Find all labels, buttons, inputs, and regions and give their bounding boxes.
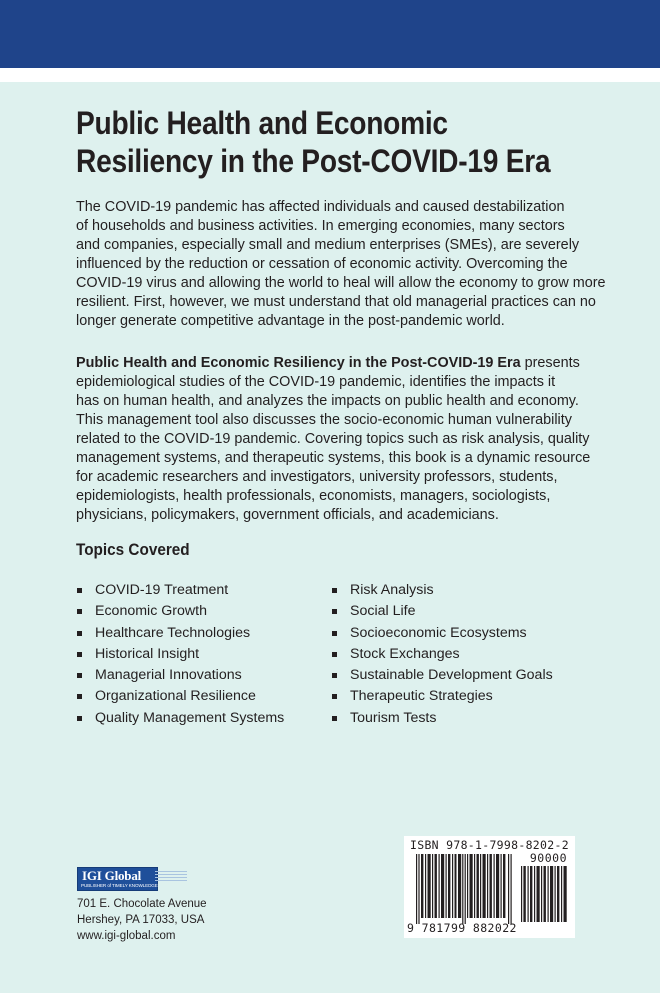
logo-tagline: PUBLISHER of TIMELY KNOWLEDGE: [81, 883, 158, 888]
topics-column-2: [331, 580, 553, 729]
title-line-1: Public Health and Economic: [76, 105, 448, 141]
square-bullet-icon: [332, 694, 337, 699]
topic-label: Sustainable Development Goals: [350, 667, 553, 684]
topics-column-1: [76, 580, 284, 729]
paragraph-line: for academic researchers and investigators, university professors, students,: [76, 469, 558, 485]
square-bullet-icon: [332, 631, 337, 636]
top-color-band: [0, 0, 660, 68]
square-bullet-icon: [332, 609, 337, 614]
logo-wordmark: IGI Global: [82, 868, 142, 883]
topic-item: [76, 644, 284, 665]
topic-label: Therapeutic Strategies: [350, 688, 493, 705]
book-title: [76, 104, 569, 180]
paragraph-line: epidemiologists, health professionals, economists, managers, sociologists,: [76, 488, 551, 504]
paragraph-line: [76, 354, 590, 373]
igi-global-logo: [77, 867, 158, 891]
topic-label: Stock Exchanges: [350, 645, 460, 662]
square-bullet-icon: [332, 716, 337, 721]
paragraph-line: of households and business activities. In emerging economies, many sectors: [76, 218, 565, 234]
isbn-label: ISBN 978-1-7998-8202-2: [410, 838, 569, 852]
paragraph-line: resilient. First, however, we must understand that old managerial practices can no: [76, 294, 596, 310]
paragraph-line: and companies, especially small and medium enterprises (SMEs), are severely: [76, 237, 580, 253]
square-bullet-icon: [332, 652, 337, 657]
topic-item: [331, 686, 553, 707]
title-line-2: Resiliency in the Post-COVID-19 Era: [76, 143, 551, 179]
square-bullet-icon: [77, 694, 82, 699]
description-paragraph-1: [76, 198, 606, 331]
paragraph-line: COVID-19 virus and allowing the world to heal will allow the economy to grow more: [76, 275, 606, 291]
topic-item: [76, 623, 284, 644]
topic-label: Risk Analysis: [350, 582, 434, 598]
book-title-inline: Public Health and Economic Resiliency in the Post-COVID-19 Era: [76, 355, 521, 371]
topics-heading: Topics Covered: [76, 540, 190, 559]
publisher-website: www.igi-global.com: [77, 930, 176, 942]
square-bullet-icon: [77, 609, 82, 614]
topic-label: Healthcare Technologies: [95, 624, 251, 641]
square-bullet-icon: [77, 652, 82, 657]
white-divider-strip: [0, 68, 660, 82]
topic-label: Economic Growth: [95, 603, 207, 620]
topic-label: Socioeconomic Ecosystems: [350, 624, 527, 641]
topic-item: [331, 665, 553, 686]
topic-item: [76, 601, 284, 622]
paragraph-line: longer generate competitive advantage in the post-pandemic world.: [76, 313, 505, 329]
topic-item: [76, 665, 284, 686]
square-bullet-icon: [77, 588, 82, 593]
barcode-addon-icon: [521, 866, 567, 922]
square-bullet-icon: [77, 631, 82, 636]
address-city: Hershey, PA 17033, USA: [77, 914, 205, 926]
paragraph-line: epidemiological studies of the COVID-19 pandemic, identifies the impacts it: [76, 374, 556, 390]
topic-label: Tourism Tests: [350, 709, 437, 726]
paragraph-line: related to the COVID-19 pandemic. Covering topics such as risk analysis, quality: [76, 431, 590, 447]
ean-digits: 9 781799 882022: [407, 921, 517, 935]
topic-label: Social Life: [350, 603, 416, 620]
address-street: 701 E. Chocolate Avenue: [77, 898, 207, 910]
description-paragraph-2: [76, 354, 590, 525]
paragraph-line: This management tool also discusses the socio-economic human vulnerability: [76, 412, 572, 428]
topic-item: [76, 708, 284, 729]
topic-item: [76, 580, 284, 601]
paragraph-line: influenced by the reduction or cessation of economic activity. Overcoming the: [76, 256, 568, 272]
topic-label: Managerial Innovations: [95, 667, 242, 684]
publisher-address: [77, 896, 207, 944]
square-bullet-icon: [332, 673, 337, 678]
paragraph-text: presents: [520, 355, 580, 371]
topic-item: [76, 686, 284, 707]
topic-item: [331, 708, 553, 729]
square-bullet-icon: [77, 716, 82, 721]
square-bullet-icon: [332, 588, 337, 593]
topic-item: [331, 601, 553, 622]
topic-label: Organizational Resilience: [95, 688, 256, 705]
topic-label: Quality Management Systems: [95, 709, 285, 726]
topic-item: [331, 644, 553, 665]
paragraph-line: has on human health, and analyzes the impacts on public health and economy.: [76, 393, 579, 409]
topic-label: COVID-19 Treatment: [95, 582, 229, 598]
logo-speed-lines-icon: [155, 871, 187, 885]
barcode-addon-digits: 90000: [529, 851, 567, 865]
paragraph-line: The COVID-19 pandemic has affected individuals and caused destabilization: [76, 199, 565, 215]
paragraph-line: physicians, policymakers, government officials, and academicians.: [76, 507, 499, 523]
topic-item: [331, 623, 553, 644]
isbn-barcode: [404, 836, 575, 938]
barcode-icon: [416, 854, 512, 924]
topic-label: Historical Insight: [95, 645, 200, 662]
topic-item: [331, 580, 553, 601]
square-bullet-icon: [77, 673, 82, 678]
paragraph-line: management systems, and therapeutic systems, this book is a dynamic resource: [76, 450, 591, 466]
